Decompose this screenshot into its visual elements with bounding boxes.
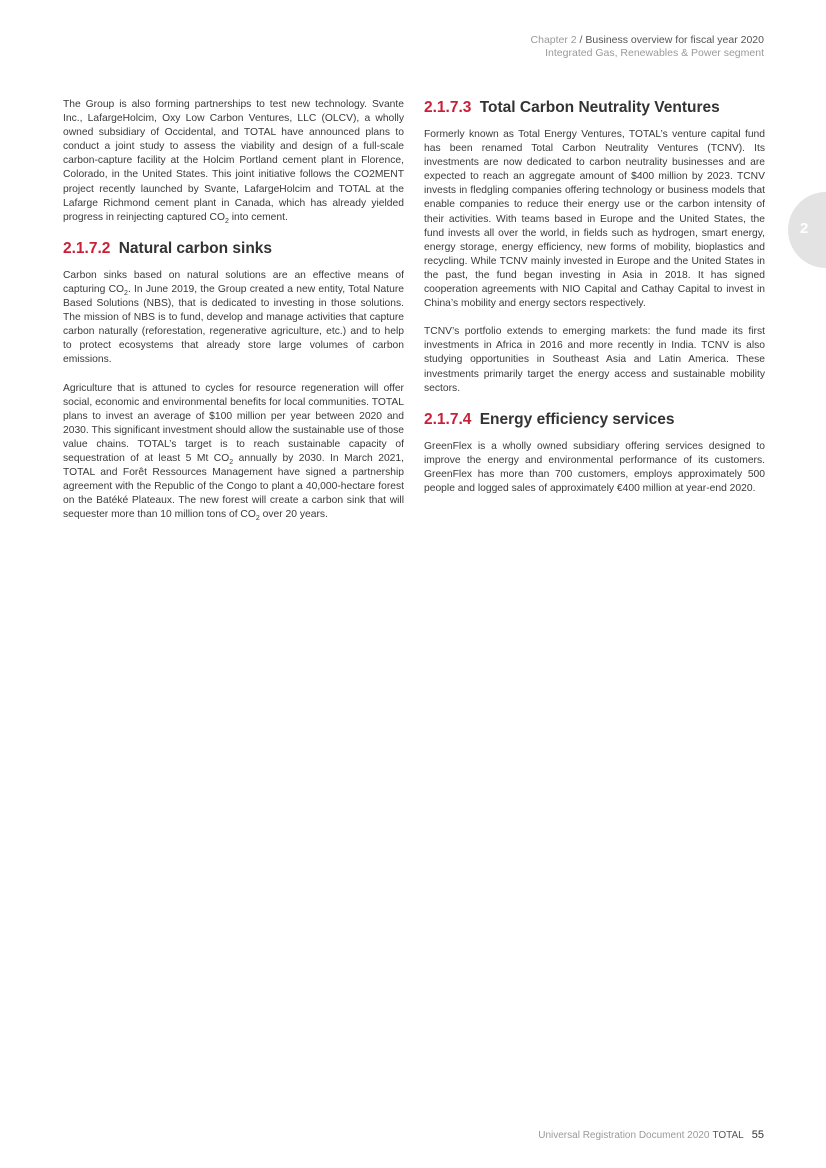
page-header	[531, 34, 764, 60]
section-number: 2.1.7.4	[424, 410, 472, 428]
header-title: Business overview for fiscal year 2020	[585, 34, 764, 46]
footer-brand: TOTAL	[712, 1130, 744, 1141]
section-title: Energy efficiency services	[479, 410, 675, 428]
section-heading-tcnv	[424, 98, 765, 118]
header-chapter: Chapter 2	[530, 34, 577, 46]
footer-document: Universal Registration Document 2020	[538, 1130, 710, 1141]
header-chapter-line	[531, 34, 764, 47]
paragraph: Agriculture that is attuned to cycles for resource regeneration will offer social, economic and environmental benefits for local communities. TOTAL plans to invest an average of $100 million per year between 2020 and 2030. This significant investment should allow the sustainable use of those value chains. TOTAL’s target is to reach sustainable capacity of sequestration of at least 5 Mt $CO_2$ annually by 2030. In March 2021, TOTAL and Forêt Ressources Management have signed a partnership agreement with the Republic of the Congo to plant a 40,000-hectare forest on the Batéké Plateaux. The new forest will create a carbon sink that will sequester more than 10 million tons of $CO_2$ over 20 years.	[63, 382, 404, 523]
section-title: Total Carbon Neutrality Ventures	[479, 99, 720, 116]
paragraph: Carbon sinks based on natural solutions are an effective means of capturing $CO_2$. In June 2019, the Group created a new entity, Total Nature Based Solutions (NBS), that is dedicated to investing in those solutions. The mission of NBS is to fund, develop and manage activities that capture carbon naturally (reforestation, regenerative agriculture, etc.) and to help to protect ecosystems that already store large volumes of carbon emissions.	[63, 269, 404, 366]
left-column	[63, 98, 404, 536]
paragraph: TCNV’s portfolio extends to emerging markets: the fund made its first investments in Africa in 2016 and more recently in India. TCNV is also studying opportunities in Southeast Asia and Latin America. These investments primarily target the energy access and sustainable mobility sectors.	[424, 326, 765, 394]
page-number: 55	[751, 1129, 764, 1141]
section-number: 2.1.7.3	[424, 99, 472, 116]
right-column	[424, 98, 765, 510]
paragraph: GreenFlex is a wholly owned subsidiary offering services designed to improve the energy and environmental performance of its customers. GreenFlex has more than 700 customers, employs approximately 500 people and logged sales of approximately €400 million at year-end 2020.	[424, 440, 765, 494]
paragraph: Formerly known as Total Energy Ventures, TOTAL’s venture capital fund has been renamed Total Carbon Neutrality Ventures (TCNV). Its investments are now dedicated to carbon neutrality businesses and are expected to reach an aggregate amount of $400 million by 2023. TCNV invests in fledgling companies offering technology or business models that enable companies to reduce their energy use or the carbon intensity of their activities. With teams based in Europe and the United States, the fund invests all over the world, in fields such as hydrogen, smart energy, energy storage, energy efficiency, new forms of mobility, bioplastics and recycling. While TCNV mainly invested in Europe and the United States in the past, the fund began investing in Asia in 2018. It has signed cooperation agreements with NIO Capital and Cathay Capital to invest in China’s mobility and energy sectors respectively.	[424, 129, 765, 310]
intro-paragraph: The Group is also forming partnerships to test new technology. Svante Inc., LafargeHolcim, Oxy Low Carbon Ventures, LLC (OLCV), a wholly owned subsidiary of Occidental, and TOTAL have announced plans to conduct a joint study to assess the viability and design of a full-scale carbon-capture facility at the Holcim Portland cement plant in Florence, Colorado, in the United States. This joint initiative follows the CO2MENT project recently launched by Svante, LafargeHolcim and TOTAL at the Lafarge Richmond cement plant in Canada, which has already yielded progress in reinjecting captured $CO_2$ into cement.	[63, 99, 404, 225]
section-number: 2.1.7.2	[63, 239, 111, 257]
header-subtitle: Integrated Gas, Renewables & Power segment	[545, 47, 764, 59]
chapter-tab-label: 2	[800, 220, 809, 237]
header-separator: /	[576, 34, 586, 46]
section-title: Natural carbon sinks	[118, 239, 273, 257]
section-heading-energy-efficiency	[424, 410, 765, 430]
page-footer	[538, 1129, 764, 1141]
section-heading-natural-carbon-sinks	[63, 239, 404, 259]
chapter-tab[interactable]	[788, 192, 826, 268]
